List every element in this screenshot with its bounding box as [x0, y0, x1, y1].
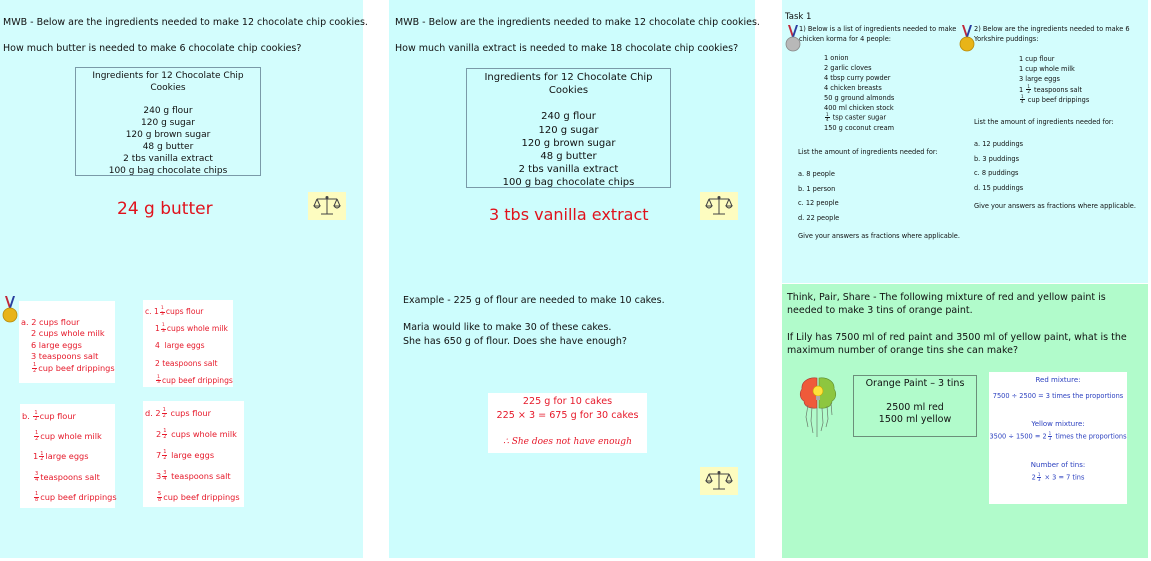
- ingredient: tsp caster sugar: [832, 113, 887, 122]
- reveal-answer-button[interactable]: [700, 467, 738, 495]
- tps-line-2: needed to make 3 tins of orange paint.: [787, 305, 973, 316]
- ingredient: 120 g sugar: [538, 124, 599, 136]
- solution-line-1: 225 g for 10 cakes: [522, 396, 613, 407]
- solution-conclusion: ∴ She does not have enough: [503, 437, 632, 447]
- tps-line-1: Think, Pair, Share - The following mixture of red and yellow paint is: [787, 292, 1106, 303]
- ingredient: teaspoons salt: [1034, 85, 1083, 94]
- answer-box-c: c. 1 $\frac{1}{3}$ cups flour 1 $\frac{1}{3}$ cups whole milk 4 large eggs 2 teaspoons salt $\frac{1}{3}$ cup beef drippings: [143, 300, 233, 387]
- reveal-answer-button[interactable]: [700, 192, 738, 220]
- example-line-3: She has 650 g of flour. Does she have enough?: [403, 336, 627, 347]
- answer-item: cups flour: [165, 307, 204, 316]
- ingredient: 50 g ground almonds: [824, 93, 895, 102]
- tps-line-3: If Lily has 7500 ml of red paint and 3500 ml of yellow paint, what is the: [787, 332, 1127, 343]
- ingredient: 1 onion: [824, 54, 849, 62]
- question-part: c. 8 puddings: [974, 169, 1019, 178]
- ingredients-title: Ingredients for 12 Chocolate Chip Cookies: [92, 71, 244, 93]
- question-part: a. 12 puddings: [974, 140, 1024, 148]
- question-line-2: How much vanilla extract is needed to make 18 chocolate chip cookies?: [395, 43, 739, 54]
- orange-paint-yellow: 1500 ml yellow: [878, 414, 952, 425]
- answer-box-a: a. 2 cups flour 2 cups whole milk 6 large eggs 3 teaspoons salt $\frac{1}{2}$ cup beef drippings: [19, 301, 115, 383]
- answer-box-b: b. $\frac{1}{2}$ cup flour $\frac{1}{2}$ cup whole milk 1 $\frac{1}{2}$ large eggs $\frac{3}{4}$ teaspoons salt $\frac{1}{8}$ cup beef drippings: [20, 404, 115, 508]
- answer-item: teaspoons salt: [162, 358, 218, 368]
- ingredient: 1 cup flour: [1019, 55, 1055, 63]
- slide-think-pair-share: [782, 284, 1148, 558]
- answer-item: cup beef drippings: [38, 362, 115, 373]
- slide-task-1: [782, 0, 1148, 283]
- question-line-1: MWB - Below are the ingredients needed to make 12 chocolate chip cookies.: [395, 17, 760, 28]
- q2-ingredients: 1 cup flour 1 cup whole milk 3 large eggs 1 $\frac{1}{2}$ teaspoons salt $\frac{1}{4}$ cup beef drippings: [1019, 55, 1090, 105]
- gold-medal-icon: [959, 25, 975, 53]
- answer-item: cup whole milk: [40, 431, 102, 442]
- answer-item: large eggs: [164, 341, 205, 351]
- question-line-2: How much butter is needed to make 6 chocolate chip cookies?: [3, 43, 302, 54]
- ingredient: 120 g brown sugar: [125, 130, 211, 140]
- slide-cookies-vanilla: [389, 0, 760, 558]
- question-part: d. 15 puddings: [974, 183, 1024, 192]
- answer-item: cup beef drippings: [40, 491, 117, 502]
- answer-item: teaspoons salt: [171, 471, 231, 481]
- question-part: d. 22 people: [798, 213, 840, 222]
- task-title: Task 1: [785, 12, 812, 22]
- solution-line-2: 225 × 3 = 675 g for 30 cakes: [496, 410, 639, 421]
- ingredient: 3 large eggs: [1019, 75, 1060, 84]
- q1-note: Give your answers as fractions where applicable.: [798, 232, 960, 240]
- answer-item: 2 cups whole milk: [31, 328, 105, 339]
- q2-prompt: List the amount of ingredients needed for:: [974, 118, 1114, 126]
- ingredient: 120 g brown sugar: [521, 137, 616, 149]
- q1-ingredients: 1 onion 2 garlic cloves 4 tbsp curry powder 4 chicken breasts 50 g ground almonds 400 ml chicken stock $\frac{1}{4}$ tsp caster sugar 150 g coconut cream: [824, 54, 895, 132]
- ingredient: 48 g butter: [540, 151, 597, 163]
- ingredient: 2 tbs vanilla extract: [123, 154, 213, 164]
- ingredient: 2 garlic cloves: [824, 63, 872, 72]
- ingredient: 4 tbsp curry powder: [824, 73, 891, 82]
- answer-item: large eggs: [45, 451, 89, 462]
- balance-scale-icon: [313, 195, 341, 217]
- answer-item: teaspoons salt: [40, 471, 100, 482]
- question-part: c. 12 people: [798, 199, 839, 207]
- yellow-mixture-title: Yellow mixture:: [1031, 420, 1085, 428]
- part-letter: d.: [145, 408, 153, 418]
- answer-box-d: d. 2 $\frac{1}{2}$ cups flour 2 $\frac{1}{2}$ cups whole milk 7 $\frac{1}{2}$ large eggs 3 $\frac{3}{4}$ teaspoons salt $\frac{5}{8}$ cup beef drippings: [143, 401, 244, 507]
- ingredient: 100 g bag chocolate chips: [108, 166, 228, 176]
- ingredient: 48 g butter: [142, 142, 194, 152]
- slide-cookies-butter: [0, 0, 368, 558]
- answer-item: cup flour: [39, 411, 76, 421]
- question-part: b. 3 puddings: [974, 154, 1020, 163]
- ingredient: 1 cup whole milk: [1019, 65, 1075, 74]
- ingredient: cup beef drippings: [1027, 95, 1090, 104]
- balance-scale-icon: [705, 195, 733, 217]
- q1-prompt: List the amount of ingredients needed for:: [798, 148, 938, 156]
- part-letter: b.: [22, 411, 30, 421]
- worked-solution-box: [488, 393, 647, 453]
- q1-line-1: 1) Below is a list of ingredients needed to make: [799, 25, 957, 33]
- answer-item: 6 large eggs: [31, 339, 82, 350]
- part-letter: a.: [21, 317, 29, 327]
- ingredient: 240 g flour: [143, 106, 193, 116]
- orange-paint-red: 2500 ml red: [886, 402, 944, 413]
- part-letter: c.: [145, 307, 152, 316]
- question-part: b. 1 person: [798, 184, 836, 193]
- answer-item: cup beef drippings: [163, 492, 240, 502]
- gold-medal-icon: [2, 296, 18, 324]
- ingredients-box: [75, 67, 261, 176]
- q2-line-2: Yorkshire puddings:: [974, 35, 1039, 43]
- answer-item: cups flour: [170, 408, 211, 418]
- answer-text: 24 g butter: [117, 199, 213, 219]
- q2-note: Give your answers as fractions where applicable.: [974, 202, 1136, 210]
- tins-title: Number of tins:: [1030, 460, 1086, 469]
- red-mixture-title: Red mixture:: [1035, 376, 1081, 384]
- ingredient: 120 g sugar: [141, 118, 195, 128]
- q1-parts: [798, 167, 839, 225]
- yellow-mixture-calc: 3500 ÷ 1500 = 2 $\frac{1}{3}$ times the proportions: [989, 431, 1127, 441]
- ingredients-box: [466, 68, 671, 188]
- paint-solution-box: [989, 372, 1127, 504]
- question-part: a. 8 people: [798, 170, 835, 178]
- example-line-2: Maria would like to make 30 of these cakes.: [403, 322, 612, 333]
- answer-item: cups whole milk: [171, 429, 237, 439]
- ingredient: 4 chicken breasts: [824, 83, 882, 92]
- q1-line-2: chicken korma for 4 people:: [799, 35, 891, 43]
- q2-parts: [974, 137, 1023, 195]
- ingredient: 400 ml chicken stock: [824, 103, 894, 112]
- ingredient: 150 g coconut cream: [824, 123, 895, 132]
- tins-calc: 2 $\frac{1}{3}$ × 3 = 7 tins: [1031, 471, 1085, 482]
- ingredient: 100 g bag chocolate chips: [502, 177, 635, 189]
- ingredient: 240 g flour: [541, 111, 596, 123]
- answer-item: cups whole milk: [166, 324, 228, 334]
- answer-text: 3 tbs vanilla extract: [489, 205, 649, 224]
- balance-scale-icon: [705, 470, 733, 492]
- answer-item: cup beef drippings: [162, 375, 233, 385]
- brain-lightbulb-icon: [798, 375, 838, 439]
- answer-item: 2 cups flour: [31, 317, 80, 327]
- orange-paint-title: Orange Paint – 3 tins: [865, 378, 965, 389]
- ingredients-title: Ingredients for 12 Chocolate Chip Cookies: [484, 72, 653, 97]
- answer-item: large eggs: [171, 450, 215, 460]
- red-mixture-calc: 7500 ÷ 2500 = 3 times the proportions: [992, 392, 1124, 400]
- tps-line-4: maximum number of orange tins she can make?: [787, 345, 1019, 356]
- example-line-1: Example - 225 g of flour are needed to make 10 cakes.: [403, 295, 665, 306]
- ingredient: 2 tbs vanilla extract: [518, 164, 619, 176]
- orange-paint-box: [853, 375, 977, 437]
- answer-item: 3 teaspoons salt: [31, 351, 99, 362]
- question-line-1: MWB - Below are the ingredients needed to make 12 chocolate chip cookies.: [3, 17, 368, 28]
- reveal-answer-button[interactable]: [308, 192, 346, 220]
- q2-line-1: 2) Below are the ingredients needed to make 6: [974, 25, 1130, 33]
